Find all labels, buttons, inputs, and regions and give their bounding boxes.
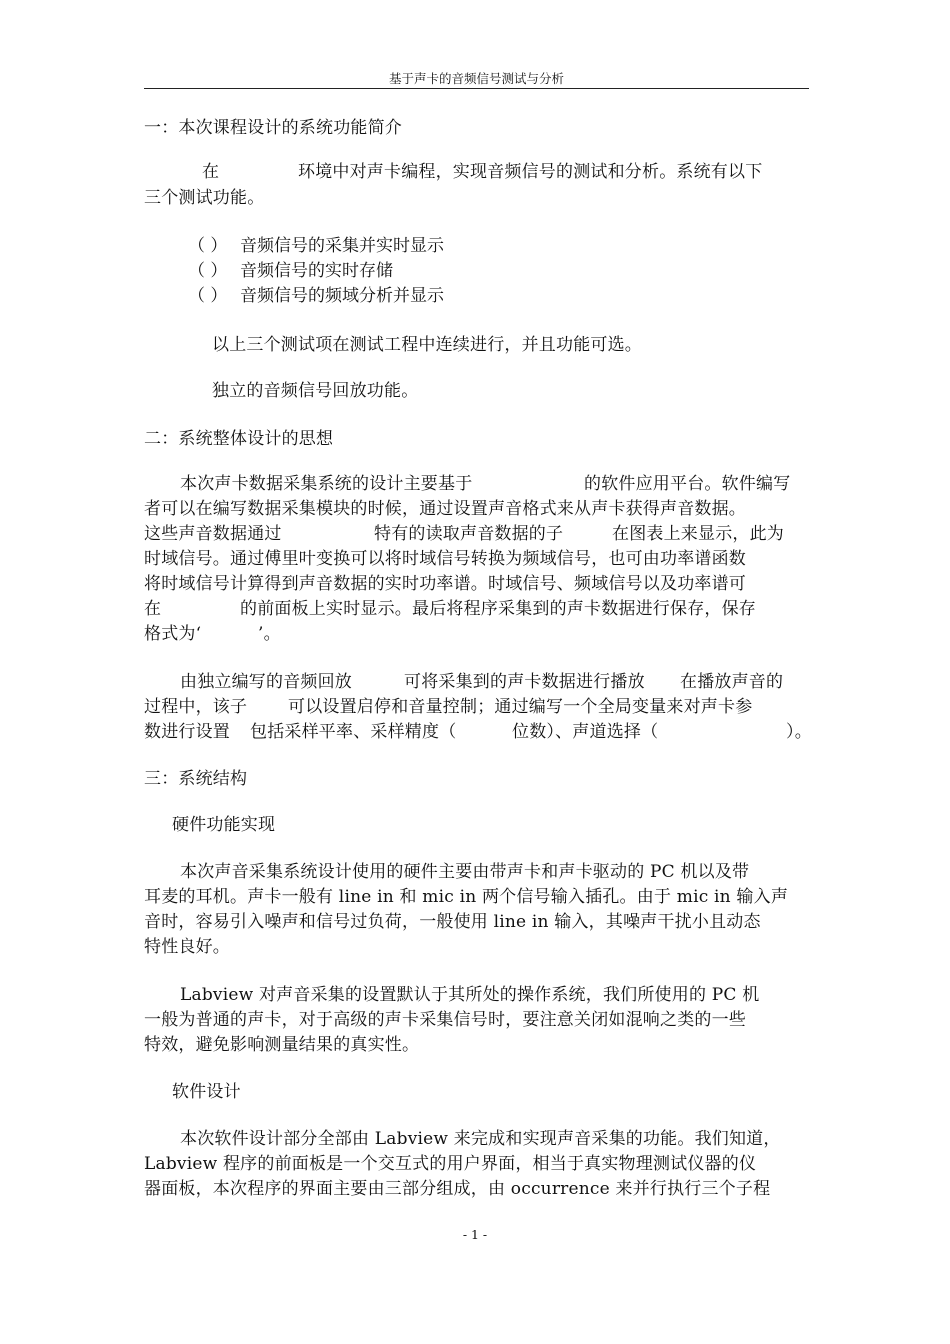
paragraph-line: 一般为普通的声卡，对于高级的声卡采集信号时，要注意关闭如混响之类的一些 bbox=[144, 1010, 746, 1030]
paragraph-line: 耳麦的耳机。声卡一般有 line in 和 mic in 两个信号输入插孔。由于 mic in 输入声 bbox=[144, 887, 789, 907]
paragraph-line: 本次声音采集系统设计使用的硬件主要由带声卡和声卡驱动的 PC 机以及带 bbox=[180, 862, 750, 882]
paragraph-line: 本次声卡数据采集系统的设计主要基于 bbox=[180, 474, 473, 494]
paragraph-line: 者可以在编写数据采集模块的时候，通过设置声音格式来从声卡获得声音数据。 bbox=[144, 499, 746, 519]
paragraph-line: 位数）、声道选择（ bbox=[512, 722, 659, 742]
paragraph-line: 三个测试功能。 bbox=[144, 188, 265, 208]
subheading: 硬件功能实现 bbox=[172, 815, 276, 835]
paragraph-line: 环境中对声卡编程，实现音频信号的测试和分析。系统有以下 bbox=[298, 162, 763, 182]
paragraph-line: 数进行设置 bbox=[144, 722, 230, 742]
paragraph-line: 的前面板上实时显示。最后将程序采集到的声卡数据进行保存，保存 bbox=[240, 599, 756, 619]
paragraph-line: 可将采集到的声卡数据进行播放 bbox=[404, 672, 645, 692]
paragraph-line: 特有的读取声音数据的子 bbox=[374, 524, 564, 544]
list-marker: （ ） bbox=[188, 261, 228, 281]
list-item: 音频信号的采集并实时显示 bbox=[240, 236, 444, 256]
list-marker: （ ） bbox=[188, 286, 228, 306]
paragraph-line: 音时，容易引入噪声和信号过负荷，一般使用 line in 输入，其噪声干扰小且动态 bbox=[144, 912, 761, 932]
paragraph-line: 将时域信号计算得到声音数据的实时功率谱。时域信号、频域信号以及功率谱可 bbox=[144, 574, 746, 594]
paragraph-line: 可以设置启停和音量控制；通过编写一个全局变量来对声卡参 bbox=[288, 697, 753, 717]
list-item: 音频信号的实时存储 bbox=[240, 261, 393, 281]
paragraph-line: 特效，避免影响测量结果的真实性。 bbox=[144, 1035, 420, 1055]
section-heading-2: 二：系统整体设计的思想 bbox=[144, 429, 334, 449]
paragraph-line: 的软件应用平台。软件编写 bbox=[584, 474, 791, 494]
paragraph-line: 器面板，本次程序的界面主要由三部分组成，由 occurrence 来并行执行三个子程 bbox=[144, 1179, 771, 1199]
paragraph-line: 在图表上来显示，此为 bbox=[612, 524, 784, 544]
paragraph-line: 独立的音频信号回放功能。 bbox=[212, 381, 419, 401]
list-marker: （ ） bbox=[188, 236, 228, 256]
paragraph-line: ）。 bbox=[786, 722, 812, 742]
paragraph-line: 以上三个测试项在测试工程中连续进行，并且功能可选。 bbox=[212, 335, 642, 355]
paragraph-line: 特性良好。 bbox=[144, 937, 230, 957]
paragraph-line: Labview 程序的前面板是一个交互式的用户界面，相当于真实物理测试仪器的仪 bbox=[144, 1154, 757, 1174]
section-heading-1: 一：本次课程设计的系统功能简介 bbox=[144, 118, 402, 138]
subheading: 软件设计 bbox=[172, 1082, 241, 1102]
paragraph-line: 在 bbox=[202, 162, 220, 182]
paragraph-line: 格式为‘ bbox=[144, 624, 202, 644]
page-header: 基于声卡的音频信号测试与分析 bbox=[388, 71, 564, 86]
list-item: 音频信号的频域分析并显示 bbox=[240, 286, 444, 306]
paragraph-line: 这些声音数据通过 bbox=[144, 524, 282, 544]
paragraph-line: 由独立编写的音频回放 bbox=[180, 672, 352, 692]
header-rule bbox=[144, 88, 809, 89]
paragraph-line: ’。 bbox=[258, 624, 281, 644]
section-heading-3: 三：系统结构 bbox=[144, 769, 248, 789]
paragraph-line: 在播放声音的 bbox=[680, 672, 784, 692]
paragraph-line: 包括采样平率、采样精度（ bbox=[250, 722, 457, 742]
paragraph-line: 本次软件设计部分全部由 Labview 来完成和实现声音采集的功能。我们知道， bbox=[180, 1129, 781, 1149]
page-number: - 1 - bbox=[462, 1227, 488, 1242]
paragraph-line: Labview 对声音采集的设置默认于其所处的操作系统，我们所使用的 PC 机 bbox=[180, 985, 760, 1005]
paragraph-line: 过程中，该子 bbox=[144, 697, 248, 717]
paragraph-line: 在 bbox=[144, 599, 162, 619]
paragraph-line: 时域信号。通过傅里叶变换可以将时域信号转换为频域信号，也可由功率谱函数 bbox=[144, 549, 746, 569]
